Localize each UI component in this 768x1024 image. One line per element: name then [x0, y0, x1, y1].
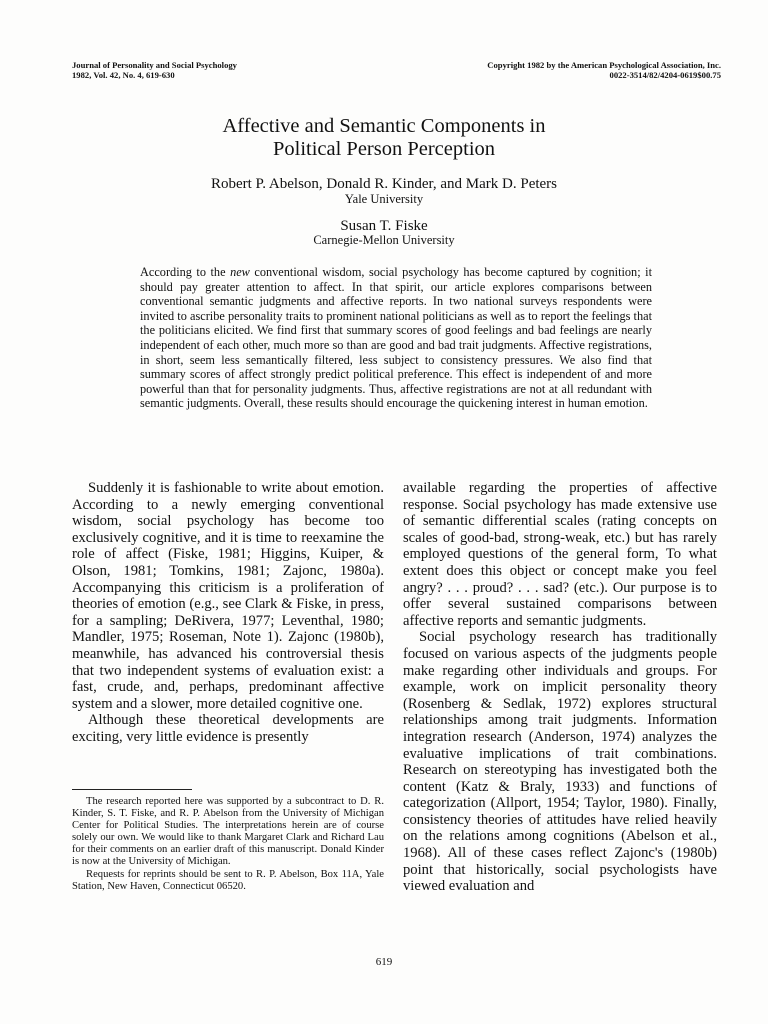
- abstract-emphasis: new: [230, 265, 250, 279]
- footnote-funding: The research reported here was supported by a subcontract to D. R. Kinder, S. T. Fiske, and R. P. Abelson from the University of Michigan Center for Political Studies. The interpretations herein are of course solely our own. We would like to thank Margaret Clark and Richard Lau for their comments on an earlier draft of this manuscript. Donald Kinder is now at the University of Michigan.: [72, 796, 384, 868]
- title-line-1: Affective and Semantic Components in: [222, 115, 546, 137]
- footnote-reprints: Requests for reprints should be sent to R. P. Abelson, Box 11A, Yale Station, New Haven, Connecticut 06520.: [72, 868, 384, 892]
- affiliation-1: Yale University: [344, 192, 424, 206]
- body-paragraph: Social psychology research has traditionally focused on various aspects of the judgments people make regarding other individuals and groups. For example, work on implicit personality theory (Rosenberg & Sedlak, 1972) explores structural relationships among trait judgments. Information integration research (Anderson, 1974) analyzes the evaluative implications of trait combinations. Research on stereotyping has investigated both the content (Katz & Braly, 1933) and functions of categorization (Allport, 1954; Taylor, 1980). Finally, consistency theories of attitudes have relied heavily on the relations among cognitions (Abelson et al., 1968). All of these cases reflect Zajonc's (1980b) point that historically, social psychologists have viewed evaluation and: [403, 629, 717, 895]
- body-paragraph: Although these theoretical developments are exciting, very little evidence is presently: [72, 712, 384, 745]
- article-title: [0, 115, 768, 161]
- body-column-right: [403, 480, 717, 895]
- journal-citation-header: [72, 60, 237, 80]
- footnote-divider: [72, 789, 192, 790]
- title-line-2: Political Person Perception: [272, 138, 496, 160]
- affiliation-2: Carnegie-Mellon University: [313, 233, 455, 247]
- abstract-body: conventional wisdom, social psychology has become captured by cognition; it should pay greater attention to affect. In that spirit, our article explores comparisons between conventional semantic judgments and affective reports. In two national surveys respondents were invited to ascribe personality traits to prominent national politicians as well as to report the feelings that the politicians elicited. We find first that summary scores of good feelings and bad feelings are nearly independent of each other, much more so than are good and bad trait judgments. Affective registrations, in short, seem less semantically filtered, less subject to consistency pressures. We also find that summary scores of affect strongly predict political preference. This effect is independent of and more powerful than that for personality judgments. Thus, affective registrations are not at all redundant with semantic judgments. Overall, these results should encourage the quickening interest in human emotion.: [140, 265, 652, 411]
- footnotes: [72, 796, 384, 893]
- abstract-lead: According to the: [140, 265, 231, 279]
- copyright-header: [487, 60, 721, 80]
- journal-volume: 1982, Vol. 42, No. 4, 619-630: [72, 70, 175, 80]
- author-group-2: Susan T. Fiske: [340, 218, 428, 234]
- page-number: 619: [375, 956, 393, 968]
- author-group-1: Robert P. Abelson, Donald R. Kinder, and Mark D. Peters: [210, 176, 558, 192]
- body-paragraph: available regarding the properties of affective response. Social psychology has made extensive use of semantic differential scales (rating concepts on scales of good-bad, strong-weak, etc.) but has rarely employed questions of the general form, To what extent does this object or concept make you feel angry? . . . proud? . . . sad? (etc.). Our purpose is to offer several sustained comparisons between affective reports and semantic judgments.: [403, 480, 717, 629]
- body-paragraph: Suddenly it is fashionable to write about emotion. According to a newly emerging conventional wisdom, social psychology has become too exclusively cognitive, and it is time to reexamine the role of affect (Fiske, 1981; Higgins, Kuiper, & Olson, 1981; Tomkins, 1981; Zajonc, 1980a). Accompanying this criticism is a proliferation of theories of emotion (e.g., see Clark & Fiske, in press, for a sampling; DeRivera, 1977; Leventhal, 1980; Mandler, 1975; Roseman, Note 1). Zajonc (1980b), meanwhile, has advanced his controversial thesis that two independent systems of evaluation exist: a fast, crude, and, perhaps, predominant affective system and a slower, more detailed cognitive one.: [72, 480, 384, 712]
- copyright-notice: Copyright 1982 by the American Psychological Association, Inc.: [487, 60, 721, 70]
- issn-code: 0022-3514/82/4204-0619$00.75: [609, 70, 721, 80]
- journal-name: Journal of Personality and Social Psychology: [72, 60, 237, 70]
- body-column-left: [72, 480, 384, 746]
- abstract: [140, 265, 652, 411]
